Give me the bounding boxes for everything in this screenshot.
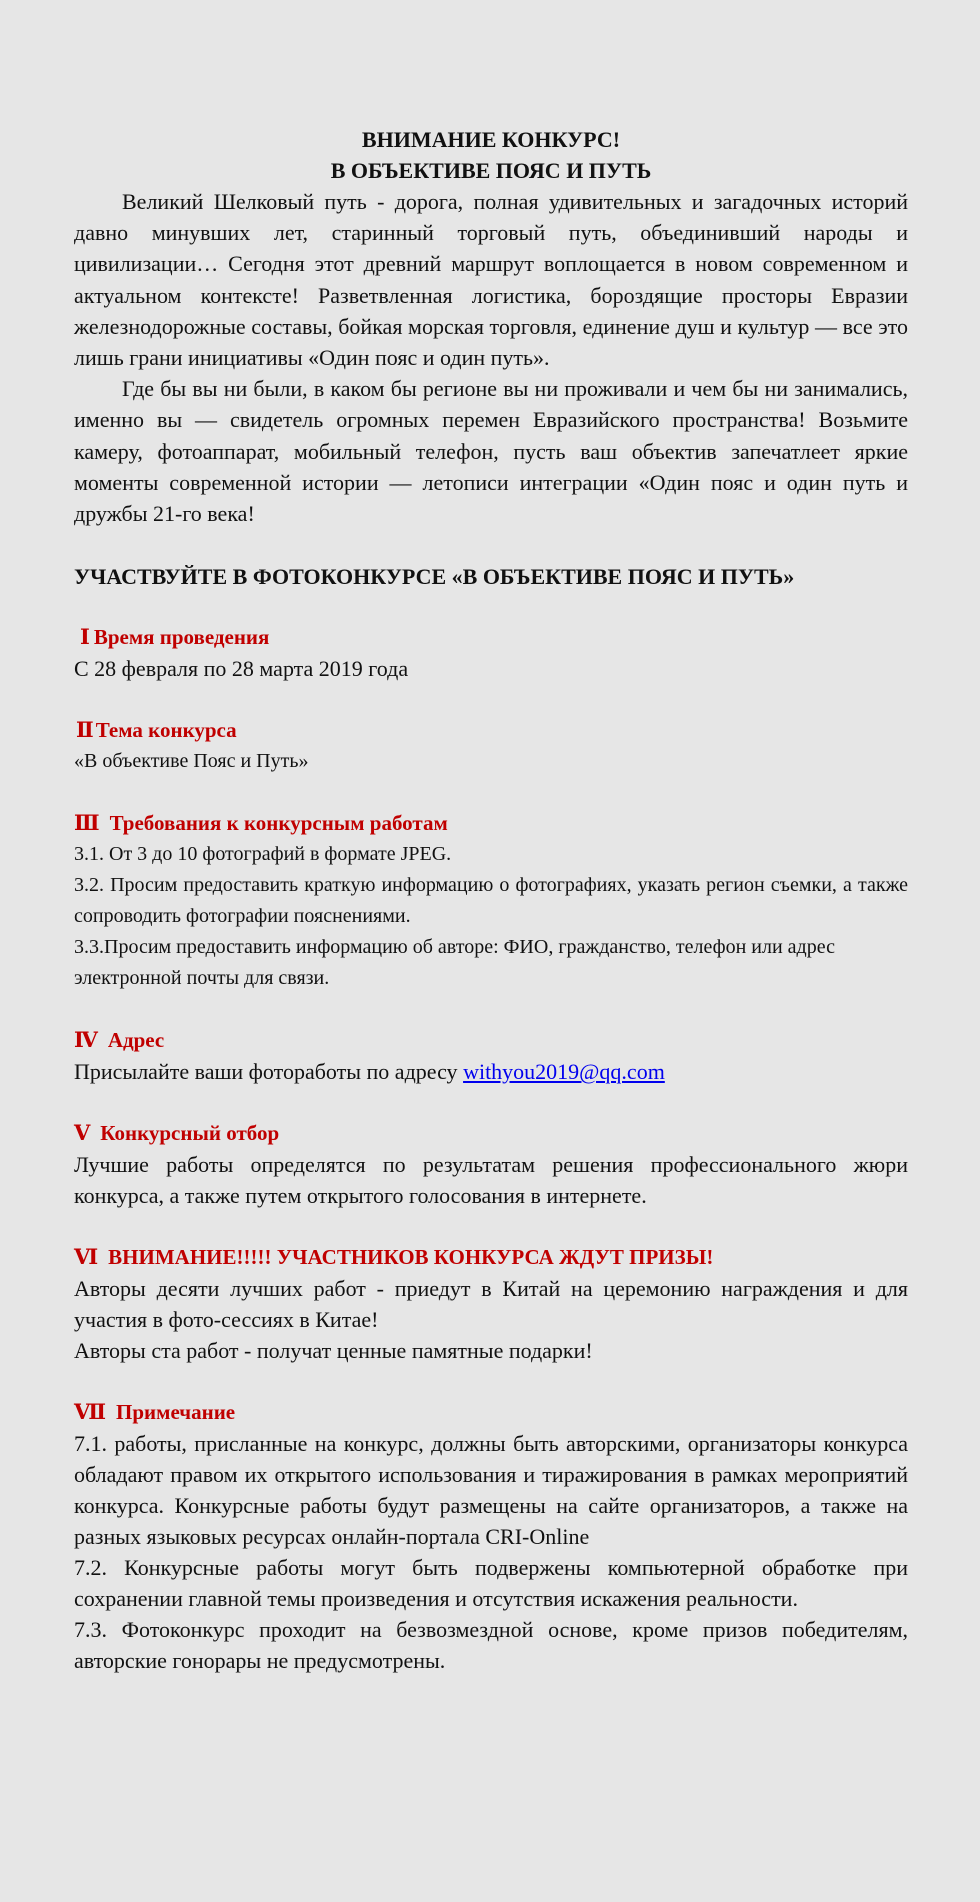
intro-paragraph-1: Великий Шелковый путь - дорога, полная удивительных и загадочных историй давно минувших лет, старинный торговый путь, объединивший народы и цивилизации… Сегодня этот древний маршрут воплощается в новом современном и актуальном контексте! Разветвленная логистика, бороздящие просторы Евразии железнодорожные составы, бойкая морская торговля, единение душ и культур — все это лишь грани инициативы «Один пояс и один путь». (74, 189, 908, 371)
section-number: Ⅳ (74, 1028, 98, 1053)
section-title-text: Тема конкурса (95, 718, 237, 743)
prize-text: Авторы десяти лучших работ - приедут в Китай на церемонию награждения и для участия в фото-сессиях в Китае! (74, 1276, 908, 1333)
page-title (74, 124, 908, 186)
address-text: Присылайте ваши фотоработы по адресу (74, 1059, 458, 1085)
section-text: «В объективе Пояс и Путь» (74, 750, 309, 773)
main-heading: УЧАСТВУЙТЕ В ФОТОКОНКУРСЕ «В ОБЪЕКТИВЕ ПОЯС И ПУТЬ» (74, 564, 795, 590)
note-item: 7.3. Фотоконкурс проходит на безвозмездной основе, кроме призов победителям, авторские гонорары не предусмотрены. (74, 1617, 908, 1674)
section-number: Ⅴ (74, 1121, 91, 1146)
intro-paragraph-2: Где бы вы ни были, в каком бы регионе вы ни проживали и чем бы ни занимались, именно вы — свидетель огромных перемен Евразийского пространства! Возьмите камеру, фотоаппарат, мобильный телефон, пусть ваш объектив запечатлеет яркие моменты современной истории — летописи интеграции «Один пояс и один путь и дружбы 21-го века! (74, 376, 908, 527)
section-title-text: Требования к конкурсным работам (109, 811, 448, 836)
content-column (74, 124, 908, 1676)
title-line-1: ВНИМАНИЕ КОНКУРС! (361, 127, 621, 152)
requirement-item: 3.1. От 3 до 10 фотографий в формате JPEG. (74, 843, 452, 866)
section-number: Ⅱ (76, 718, 94, 743)
section-prizes (74, 1242, 908, 1366)
section-number: Ⅲ (74, 811, 100, 836)
section-theme (74, 715, 908, 777)
section-title-text: Время проведения (93, 625, 270, 650)
section-title (74, 1242, 908, 1273)
section-address (74, 1025, 908, 1087)
section-title (74, 1118, 908, 1149)
section-title-text: Примечание (116, 1400, 236, 1425)
section-title-text: Адрес (107, 1028, 165, 1053)
section-requirements (74, 808, 908, 994)
requirement-item: 3.2. Просим предоставить краткую информацию о фотографиях, указать регион съемки, а также сопроводить фотографии пояснениями. (74, 874, 908, 928)
note-item: 7.1. работы, присланные на конкурс, должны быть авторскими, организаторы конкурса обладают правом их открытого использования и тиражирования в рамках мероприятий конкурса. Конкурсные работы будут размещены на сайте организаторов, а также на разных языковых ресурсах онлайн-портала CRI-Online (74, 1431, 908, 1550)
section-selection (74, 1118, 908, 1211)
section-text: Лучшие работы определятся по результатам решения профессионального жюри конкурса, а также путем открытого голосования в интернете. (74, 1152, 908, 1209)
section-title (74, 1025, 908, 1056)
section-number: Ⅵ (74, 1245, 99, 1270)
section-title-text: Конкурсный отбор (100, 1121, 280, 1146)
section-title (74, 715, 908, 746)
note-item: 7.2. Конкурсные работы могут быть подвержены компьютерной обработке при сохранении главной темы произведения и отсутствия искажения реальности. (74, 1555, 908, 1612)
section-title (74, 808, 908, 839)
section-notes (74, 1397, 908, 1676)
title-line-2: В ОБЪЕКТИВЕ ПОЯС И ПУТЬ (330, 158, 652, 183)
section-timing (74, 622, 908, 684)
section-text: С 28 февраля по 28 марта 2019 года (74, 656, 409, 682)
prize-text: Авторы ста работ - получат ценные памятные подарки! (74, 1338, 593, 1364)
section-title (74, 622, 908, 653)
email-link[interactable]: withyou2019@qq.com (463, 1059, 665, 1085)
section-number: Ⅶ (74, 1400, 107, 1425)
section-number: Ⅰ (80, 625, 90, 650)
requirement-item: 3.3.Просим предоставить информацию об авторе: ФИО, гражданство, телефон или адрес электронной почты для связи. (74, 936, 835, 990)
section-title-text: ВНИМАНИЕ!!!!! УЧАСТНИКОВ КОНКУРСА ЖДУТ ПРИЗЫ! (108, 1245, 714, 1270)
section-title (74, 1397, 908, 1428)
section-text (74, 1056, 908, 1087)
